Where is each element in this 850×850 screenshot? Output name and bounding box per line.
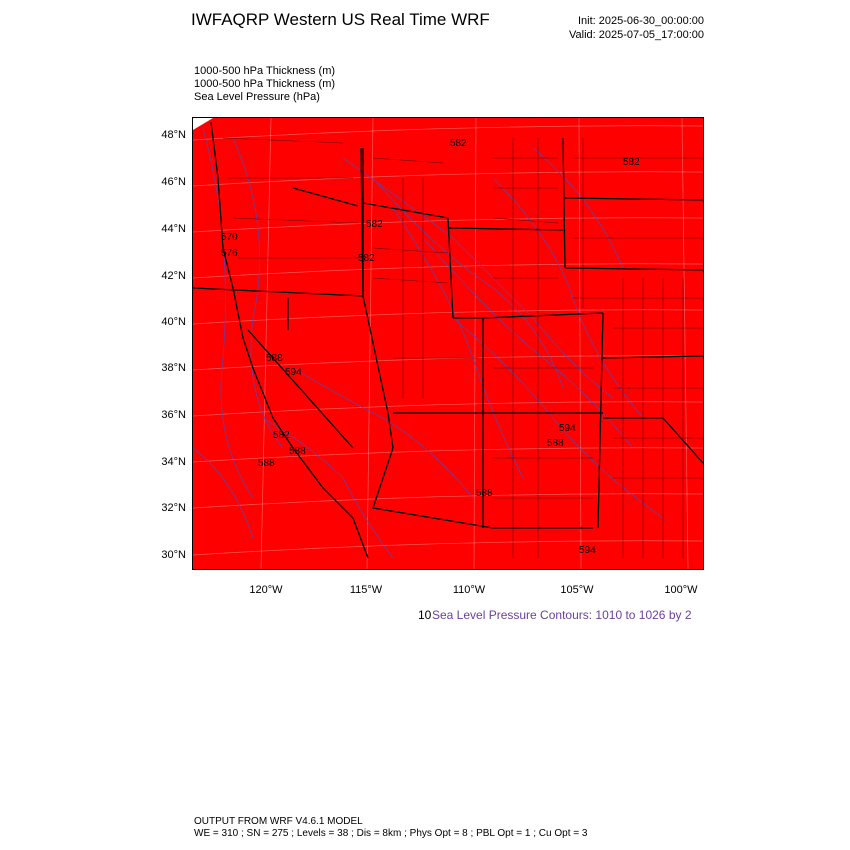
- lon-tick-110w: 110°W: [452, 584, 486, 596]
- map-canvas: [193, 118, 703, 569]
- map-panel: [192, 117, 704, 570]
- thickness-label: 582: [450, 138, 467, 149]
- thickness-label: 582: [358, 253, 375, 264]
- thickness-label: 594: [285, 367, 302, 378]
- lon-tick-115w: 115°W: [349, 584, 383, 596]
- thickness-labels: [221, 138, 640, 556]
- lat-tick-48n: 48°N: [161, 129, 186, 141]
- county-boundaries: [223, 138, 703, 558]
- lon-tick-120w: 120°W: [249, 584, 283, 596]
- lat-tick-44n: 44°N: [161, 223, 186, 235]
- lon-tick-105w: 105°W: [560, 584, 594, 596]
- thickness-label: 582: [366, 219, 383, 230]
- model-output: OUTPUT FROM WRF V4.6.1 MODEL: [194, 816, 363, 827]
- lat-tick-42n: 42°N: [161, 270, 186, 282]
- legend-thickness-1: 1000-500 hPa Thickness (m): [194, 65, 336, 77]
- thickness-label: 594: [579, 545, 596, 556]
- thickness-label: 594: [559, 423, 576, 434]
- lat-tick-36n: 36°N: [161, 409, 186, 421]
- map-title: IWFAQRP Western US Real Time WRF: [191, 10, 490, 29]
- legend-slp: Sea Level Pressure (hPa): [194, 91, 320, 103]
- thickness-label: 588: [476, 488, 493, 499]
- contour-prefix: 10: [418, 608, 432, 622]
- lat-tick-38n: 38°N: [161, 362, 186, 374]
- lat-tick-30n: 30°N: [161, 549, 186, 561]
- graticule: [193, 118, 703, 569]
- thickness-label: 588: [266, 353, 283, 364]
- lon-tick-100w: 100°W: [664, 584, 698, 596]
- thickness-label: 588: [258, 458, 275, 469]
- thickness-label: 570: [221, 232, 238, 243]
- slp-contour-note: Sea Level Pressure Contours: 1010 to 1026 by 2: [432, 608, 692, 622]
- thickness-label: 588: [289, 446, 306, 457]
- init-time: Init: 2025-06-30_00:00:00: [578, 15, 704, 27]
- time-info: [569, 14, 704, 42]
- lat-tick-46n: 46°N: [161, 176, 186, 188]
- pressure-contours: [193, 128, 663, 558]
- lat-tick-34n: 34°N: [161, 456, 186, 468]
- thickness-label: 588: [547, 438, 564, 449]
- lat-tick-40n: 40°N: [161, 316, 186, 328]
- valid-time: Valid: 2025-07-05_17:00:00: [569, 29, 704, 41]
- thickness-label: 582: [273, 430, 290, 441]
- thickness-label: 576: [221, 248, 238, 259]
- model-config: WE = 310 ; SN = 275 ; Levels = 38 ; Dis = 8km ; Phys Opt = 8 ; PBL Opt = 1 ; Cu Opt = 3: [194, 828, 588, 839]
- legend-thickness-2: 1000-500 hPa Thickness (m): [194, 78, 336, 90]
- lat-tick-32n: 32°N: [161, 502, 186, 514]
- thickness-label: 582: [623, 157, 640, 168]
